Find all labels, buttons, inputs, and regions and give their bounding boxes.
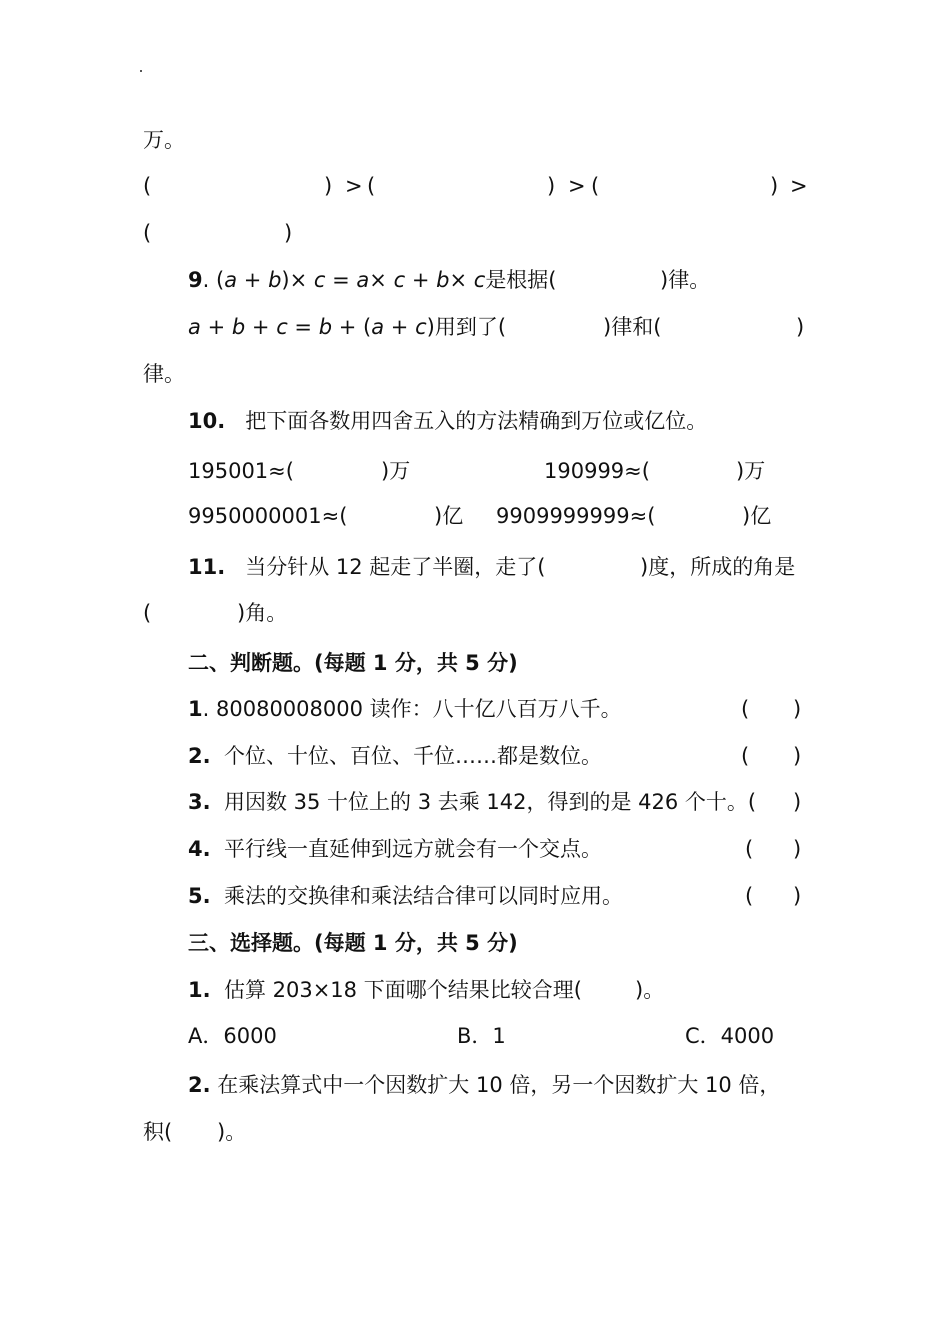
option-c: C．4000	[685, 1024, 775, 1048]
q9-line-3: 律。	[143, 362, 185, 386]
answer-paren-open: (	[741, 697, 750, 721]
question-number: 1.	[188, 978, 211, 1002]
item-text-line	[188, 882, 623, 910]
top-continuation: 万。	[143, 128, 185, 152]
greater-than: >	[568, 174, 586, 198]
item-number: 5.	[188, 884, 211, 908]
q11-line-1: 11. 当分针从 12 起走了半圈，走了(	[188, 555, 546, 579]
answer-paren-close: )	[793, 884, 802, 908]
answer-close: )律。	[660, 268, 711, 292]
paren-close: )	[547, 174, 556, 198]
section-title: 二、判断题。(每题 1 分，共 5 分)	[188, 651, 518, 675]
item-text-line: 1. 80080008000 读作：八十亿八百万八千。	[188, 697, 622, 721]
paren-open: (	[367, 174, 376, 198]
q10-item-d-unit: )亿	[742, 504, 772, 528]
question-text: 估算 203×18 下面哪个结果比较合理(	[223, 978, 582, 1002]
paren-close: )	[770, 174, 779, 198]
item-text: 个位、十位、百位、千位……都是数位。	[223, 744, 602, 768]
q10-item-d: 9909999999≈(	[496, 504, 656, 528]
question-text: 把下面各数用四舍五入的方法精确到万位或亿位。	[245, 409, 708, 433]
q11-text-b: )度，所成的角是	[640, 555, 796, 579]
paren-close: )	[324, 174, 333, 198]
question-line	[188, 1071, 780, 1099]
answer-paren-close: )	[793, 697, 802, 721]
greater-than: >	[790, 174, 808, 198]
item-text-line	[188, 835, 602, 863]
section-title: 三、选择题。(每题 1 分，共 5 分)	[188, 931, 518, 955]
paren-close: )	[284, 221, 293, 245]
paren-open: (	[143, 601, 152, 625]
answer-paren-open: (	[745, 884, 754, 908]
item-text: 乘法的交换律和乘法结合律可以同时应用。	[223, 884, 623, 908]
question-continuation: 积(	[143, 1120, 173, 1144]
item-text: 用因数 35 十位上的 3 去乘 142，得到的是 426 个十。(	[223, 790, 757, 814]
item-text: 平行线一直延伸到远方就会有一个交点。	[223, 837, 602, 861]
q10-item-a-unit: )万	[381, 459, 411, 483]
q10-line-1	[188, 407, 707, 435]
option-b: B．1	[457, 1024, 506, 1048]
q10-item-a: 195001≈(	[188, 459, 294, 483]
paren-open: (	[143, 221, 152, 245]
question-number: 11.	[188, 555, 226, 579]
answer-paren-close: )	[793, 790, 802, 814]
page-mark	[140, 70, 142, 72]
question-number: 10.	[188, 409, 226, 433]
question-number: 9	[188, 268, 203, 292]
item-text-line	[188, 742, 602, 770]
question-text: 在乘法算式中一个因数扩大 10 倍，另一个因数扩大 10 倍，	[217, 1073, 781, 1097]
q9-line-1: 9. (a + b)× c = a× c + b× c是根据(	[188, 268, 557, 292]
question-number: 2.	[188, 1073, 211, 1097]
q10-item-b: 190999≈(	[544, 459, 650, 483]
answer-paren-close: )	[793, 744, 802, 768]
item-text-line	[188, 788, 756, 816]
q10-item-b-unit: )万	[736, 459, 766, 483]
item-text: 80080008000 读作：八十亿八百万八千。	[216, 697, 622, 721]
answer-paren-open: (	[741, 744, 750, 768]
paren-open: (	[143, 174, 152, 198]
item-number: 2.	[188, 744, 211, 768]
q11-text-end: )角。	[237, 601, 288, 625]
answer-paren-close: )	[793, 837, 802, 861]
paren-open: (	[591, 174, 600, 198]
answer-paren-open: (	[745, 837, 754, 861]
answer-close: )律和(	[603, 315, 662, 339]
q10-item-c: 9950000001≈(	[188, 504, 348, 528]
item-number: 3.	[188, 790, 211, 814]
item-number: 1	[188, 697, 203, 721]
item-number: 4.	[188, 837, 211, 861]
q9-line-2: a + b + c = b + (a + c)用到了(	[188, 315, 507, 339]
question-text-end: )。	[217, 1120, 247, 1144]
paren-close: )	[796, 315, 805, 339]
question-line	[188, 976, 582, 1004]
option-a: A．6000	[188, 1024, 277, 1048]
question-text-end: )。	[635, 978, 665, 1002]
greater-than: >	[345, 174, 363, 198]
q10-item-c-unit: )亿	[434, 504, 464, 528]
